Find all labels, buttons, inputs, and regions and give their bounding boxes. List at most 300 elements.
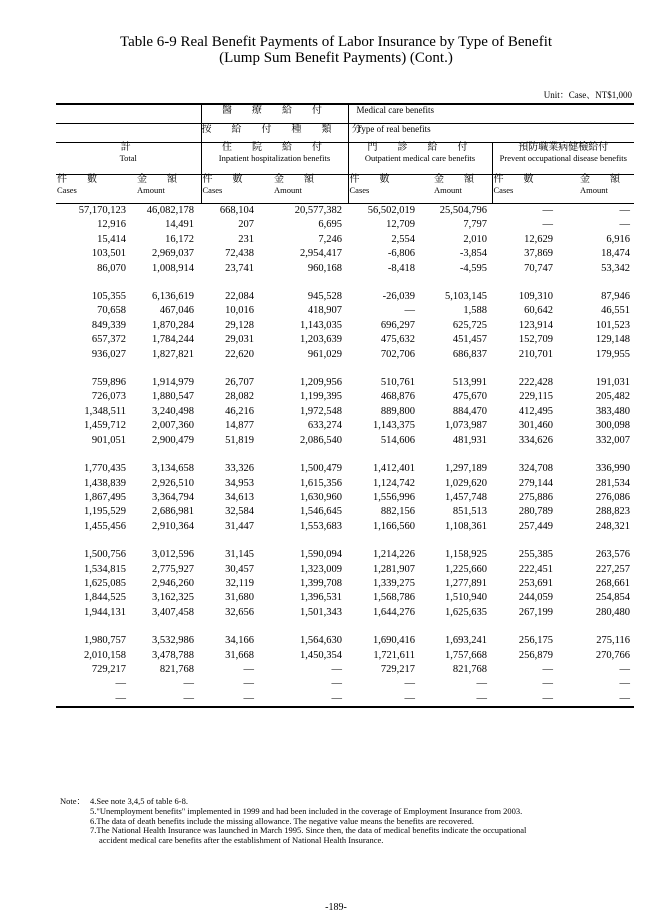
table-cell: 1,564,630: [300, 635, 342, 647]
table-cell: 1,630,960: [300, 491, 342, 503]
table-row: [56, 548, 634, 562]
subhead-cases: 件 數 Cases: [201, 175, 260, 204]
table-cell: 2,010: [463, 233, 487, 245]
table-cell: —: [56, 692, 129, 707]
table-row: [56, 405, 634, 419]
spacer-cell: [260, 448, 348, 462]
table-row: [56, 262, 634, 276]
table-row: [56, 692, 634, 707]
table-cell: —: [201, 692, 260, 707]
table-cell: 3,478,788: [152, 649, 194, 661]
table-cell: 15,414: [97, 233, 126, 245]
table-cell: —: [619, 663, 631, 675]
table-row: [56, 677, 634, 691]
spacer-cell: [564, 620, 634, 634]
table-cell: 275,886: [518, 491, 553, 503]
table-cell: 1,568,786: [373, 592, 415, 604]
table-cell: 1,870,284: [152, 319, 194, 331]
table-cell: 1,500,756: [84, 549, 126, 561]
table-cell: —: [331, 663, 342, 675]
table-cell: 32,119: [225, 577, 254, 589]
row-spacer: [56, 620, 634, 634]
table-cell: 229,115: [519, 391, 553, 403]
table-cell: 1,980,757: [84, 635, 126, 647]
subhead-cases: 件 數 Cases: [348, 175, 420, 204]
group-header-outpatient: 門 診 給 付 Outpatient medical care benefits: [348, 143, 492, 175]
table-cell: 513,991: [452, 377, 487, 389]
table-cell: 31,668: [225, 649, 254, 661]
table-cell: 123,914: [518, 319, 553, 331]
table-cell: 34,613: [225, 491, 254, 503]
table-cell: 222,428: [518, 377, 553, 389]
spacer-cell: [420, 448, 492, 462]
table-cell: 37,869: [524, 248, 553, 260]
spacer-cell: [348, 276, 420, 290]
table-cell: 3,532,986: [152, 635, 194, 647]
table-cell: 3,407,458: [152, 606, 194, 618]
table-cell: 10,016: [225, 305, 254, 317]
spacer-cell: [129, 534, 201, 548]
table-row: [56, 333, 634, 347]
table-cell: 34,953: [225, 477, 254, 489]
table-cell: 20,577,382: [294, 205, 342, 216]
table-cell: 468,876: [380, 391, 415, 403]
table-cell: 3,012,596: [152, 549, 194, 561]
table-cell: 1,209,956: [300, 377, 342, 389]
table-cell: 2,007,360: [152, 420, 194, 432]
spacer-cell: [56, 620, 129, 634]
table-cell: 70,747: [524, 262, 553, 274]
table-cell: 1,757,668: [445, 649, 487, 661]
table-row: [56, 390, 634, 404]
table-cell: 334,626: [518, 434, 553, 446]
table-cell: 7,797: [463, 219, 487, 231]
table-cell: -8,418: [387, 262, 415, 274]
table-cell: —: [243, 678, 254, 690]
table-cell: 2,554: [391, 233, 415, 245]
table-cell: —: [476, 678, 487, 690]
table-cell: 514,606: [380, 434, 415, 446]
table-cell: 281,534: [595, 477, 631, 489]
table-cell: —: [542, 205, 553, 216]
table-cell: 702,706: [380, 348, 415, 360]
table-cell: 1,944,131: [84, 606, 126, 618]
unit-label: Unit：Case、NT$1,000: [543, 90, 632, 100]
note-line: 5."Unemployment benefits" implemented in 1999 and had been included in the coverage of Employment Insurance from 2003.: [90, 805, 523, 816]
table-row: [56, 290, 634, 304]
notes: [60, 797, 650, 846]
table-row: [56, 577, 634, 591]
row-spacer: [56, 362, 634, 376]
table-cell: -6,806: [387, 248, 415, 260]
table-row: [56, 591, 634, 605]
table-row: [56, 462, 634, 476]
table-row: [56, 247, 634, 261]
table-cell: 205,482: [595, 391, 631, 403]
table-cell: 25,504,796: [439, 205, 487, 216]
subhead-amount: 金 額 Amount: [260, 175, 348, 204]
table-cell: 2,910,364: [152, 520, 194, 532]
table-cell: 1,143,035: [300, 319, 342, 331]
table-cell: —: [542, 663, 553, 675]
table-cell: 1,277,891: [445, 577, 487, 589]
table-cell: 288,823: [595, 506, 631, 518]
table-cell: 851,513: [452, 506, 487, 518]
table-cell: 1,546,645: [300, 506, 342, 518]
table-cell: 475,632: [380, 334, 415, 346]
table-cell: 1,625,085: [84, 577, 126, 589]
table-cell: 2,946,260: [152, 577, 194, 589]
table-cell: —: [619, 678, 631, 690]
table-body: [56, 204, 634, 708]
table-cell: 657,372: [91, 334, 126, 346]
spacer-cell: [492, 362, 564, 376]
table-cell: 12,709: [386, 219, 415, 231]
table-cell: 729,217: [91, 663, 126, 675]
spacer-cell: [492, 276, 564, 290]
table-cell: 1,556,996: [373, 491, 415, 503]
page-number: -189-: [325, 902, 347, 913]
table-cell: 33,326: [225, 463, 254, 475]
spacer-cell: [260, 276, 348, 290]
table-cell: 1,880,547: [152, 391, 194, 403]
table-cell: 270,766: [595, 649, 631, 661]
type-header-zh: 按 給 付 種 類 分: [201, 124, 348, 143]
table-row: [56, 204, 634, 219]
table-cell: 1,199,395: [300, 391, 342, 403]
subhead-amount: 金 額 Amount: [129, 175, 201, 204]
table-cell: 222,451: [518, 563, 553, 575]
table-cell: 46,551: [601, 305, 631, 317]
table-row: [56, 304, 634, 318]
table-cell: 5,103,145: [445, 291, 487, 303]
table-cell: 31,447: [225, 520, 254, 532]
table-cell: 324,708: [518, 463, 553, 475]
table-cell: 1,124,742: [373, 477, 415, 489]
table-cell: -26,039: [382, 291, 415, 303]
table-cell: 26,707: [225, 377, 254, 389]
table-cell: 936,027: [91, 348, 126, 360]
spacer-cell: [564, 362, 634, 376]
type-header-en: Type of real benefits: [348, 124, 634, 143]
row-spacer: [56, 448, 634, 462]
spacer-cell: [420, 362, 492, 376]
table-cell: 300,098: [595, 420, 631, 432]
table-cell: 1,590,094: [300, 549, 342, 561]
table-row: [56, 376, 634, 390]
table-cell: 1,225,660: [445, 563, 487, 575]
spacer-cell: [420, 620, 492, 634]
table-cell: 945,528: [307, 291, 342, 303]
table-cell: 23,741: [225, 262, 254, 274]
table-cell: 207: [238, 219, 254, 231]
table-cell: 889,800: [380, 405, 415, 417]
table-cell: 1,214,226: [373, 549, 415, 561]
table-cell: 481,931: [452, 434, 487, 446]
table-cell: 1,455,456: [84, 520, 126, 532]
table-cell: 254,854: [595, 592, 631, 604]
spacer-cell: [492, 534, 564, 548]
spacer-cell: [201, 276, 260, 290]
table-cell: 1,073,987: [445, 420, 487, 432]
table-cell: 336,990: [595, 463, 631, 475]
table-cell: 152,709: [518, 334, 553, 346]
table-cell: 1,396,531: [300, 592, 342, 604]
table-cell: 633,274: [307, 420, 342, 432]
table-cell: 849,339: [91, 319, 126, 331]
spacer-cell: [201, 448, 260, 462]
table-cell: 32,656: [225, 606, 254, 618]
table-cell: —: [492, 692, 564, 707]
table-cell: 29,128: [225, 319, 254, 331]
table-row: [56, 649, 634, 663]
table-cell: 882,156: [380, 506, 415, 518]
table-cell: —: [129, 692, 201, 707]
spacer-cell: [348, 620, 420, 634]
table-cell: 668,104: [219, 205, 254, 216]
table-cell: 301,460: [518, 420, 553, 432]
table-cell: 103,501: [91, 248, 126, 260]
spacer-cell: [260, 620, 348, 634]
spacer-cell: [56, 362, 129, 376]
table-cell: 60,642: [524, 305, 553, 317]
table-cell: 2,010,158: [84, 649, 126, 661]
table-cell: 14,877: [225, 420, 254, 432]
spacer-cell: [492, 620, 564, 634]
group-header-prevent: 預防職業病健檢給付 Prevent occupational disease benefits: [492, 143, 634, 175]
table-cell: 31,145: [225, 549, 254, 561]
table-cell: 1,348,511: [84, 405, 126, 417]
table-cell: 1,029,620: [445, 477, 487, 489]
table-cell: —: [260, 692, 348, 707]
subhead-amount: 金 額 Amount: [420, 175, 492, 204]
table-cell: 279,144: [518, 477, 553, 489]
medical-header-zh: 醫 療 給 付: [201, 104, 348, 124]
spacer-cell: [260, 534, 348, 548]
table-cell: 2,686,981: [152, 506, 194, 518]
table-cell: 1,510,940: [445, 592, 487, 604]
table-cell: 2,926,510: [152, 477, 194, 489]
spacer-cell: [564, 448, 634, 462]
medical-header-en: Medical care benefits: [348, 104, 634, 124]
table-cell: 263,576: [595, 549, 631, 561]
table-cell: 28,082: [225, 391, 254, 403]
table-cell: 1,108,361: [445, 520, 487, 532]
table-cell: 1,588: [463, 305, 487, 317]
table-cell: 227,257: [595, 563, 631, 575]
table-cell: 2,775,927: [152, 563, 194, 575]
table-cell: 960,168: [307, 262, 342, 274]
spacer-cell: [420, 276, 492, 290]
table-cell: 72,438: [225, 248, 254, 260]
spacer-cell: [201, 534, 260, 548]
table-cell: 1,399,708: [300, 577, 342, 589]
table-cell: 179,955: [595, 348, 631, 360]
table-cell: 6,695: [318, 219, 342, 231]
table-cell: 231: [238, 233, 254, 245]
table-cell: 729,217: [380, 663, 415, 675]
table-cell: 2,900,479: [152, 434, 194, 446]
table-cell: 451,457: [452, 334, 487, 346]
table-row: [56, 319, 634, 333]
table-cell: —: [619, 219, 631, 231]
table-cell: 253,691: [518, 577, 553, 589]
table-cell: —: [542, 678, 553, 690]
table-cell: 57,170,123: [78, 205, 126, 216]
group-header-total: 計 Total: [56, 143, 201, 175]
table-cell: —: [420, 692, 492, 707]
table-cell: -3,854: [459, 248, 487, 260]
table-cell: 696,297: [380, 319, 415, 331]
table-cell: —: [348, 692, 420, 707]
spacer-cell: [348, 448, 420, 462]
table-cell: —: [331, 678, 342, 690]
table-cell: 1,450,354: [300, 649, 342, 661]
table-cell: 467,046: [159, 305, 194, 317]
table-cell: 961,029: [307, 348, 342, 360]
table-cell: 1,339,275: [373, 577, 415, 589]
table-cell: 129,148: [595, 334, 631, 346]
table-title-line1: Table 6-9 Real Benefit Payments of Labor Insurance by Type of Benefit: [119, 34, 553, 50]
table-row: [56, 663, 634, 677]
table-cell: 1,143,375: [373, 420, 415, 432]
table-cell: 412,495: [518, 405, 553, 417]
spacer-cell: [129, 276, 201, 290]
table-cell: 1,457,748: [445, 491, 487, 503]
table-cell: 275,116: [596, 635, 631, 647]
table-cell: 383,480: [595, 405, 631, 417]
table-cell: 1,770,435: [84, 463, 126, 475]
table-cell: 1,412,401: [373, 463, 415, 475]
row-spacer: [56, 534, 634, 548]
table-row: [56, 477, 634, 491]
spacer-cell: [348, 534, 420, 548]
spacer-cell: [129, 448, 201, 462]
table-cell: —: [243, 663, 254, 675]
spacer-cell: [56, 534, 129, 548]
note-line: 6.The data of death benefits include the missing allowance. The negative value means the benefits are recovered.: [90, 815, 474, 826]
table-row: [56, 563, 634, 577]
notes-label: Note：: [60, 796, 86, 806]
table-cell: 1,438,839: [84, 477, 126, 489]
table-row: [56, 520, 634, 534]
table-cell: 901,051: [91, 434, 126, 446]
table-cell: 268,661: [595, 577, 631, 589]
note-line: 4.See note 3,4,5 of table 6-8.: [90, 796, 188, 806]
table-cell: 2,954,417: [300, 248, 342, 260]
table-row: [56, 606, 634, 620]
table-cell: 1,158,925: [445, 549, 487, 561]
table-cell: 418,907: [307, 305, 342, 317]
table-cell: 1,827,821: [152, 348, 194, 360]
table-cell: —: [183, 678, 194, 690]
spacer-cell: [56, 448, 129, 462]
spacer-cell: [129, 620, 201, 634]
table-cell: 2,086,540: [300, 434, 342, 446]
table-cell: 51,819: [225, 434, 254, 446]
table-cell: 1,534,815: [84, 563, 126, 575]
table-cell: 256,175: [518, 635, 553, 647]
table-cell: 1,914,979: [152, 377, 194, 389]
table-cell: 267,199: [518, 606, 553, 618]
table-cell: 56,502,019: [367, 205, 415, 216]
spacer-cell: [201, 620, 260, 634]
table-cell: —: [404, 305, 415, 317]
spacer-cell: [56, 276, 129, 290]
table-cell: —: [564, 692, 634, 707]
table-row: [56, 434, 634, 448]
table-cell: 332,007: [595, 434, 631, 446]
table-cell: 1,323,009: [300, 563, 342, 575]
table-cell: 29,031: [225, 334, 254, 346]
table-cell: 70,658: [97, 305, 126, 317]
table-cell: 3,134,658: [152, 463, 194, 475]
table-cell: 1,297,189: [445, 463, 487, 475]
subhead-amount: 金 額 Amount: [564, 175, 634, 204]
table-cell: 1,195,529: [84, 506, 126, 518]
spacer-cell: [492, 448, 564, 462]
table-cell: 248,321: [595, 520, 631, 532]
spacer-cell: [564, 534, 634, 548]
table-cell: 686,837: [452, 348, 487, 360]
table-cell: 46,082,178: [146, 205, 194, 216]
table-cell: 256,879: [518, 649, 553, 661]
table-cell: 1,844,525: [84, 592, 126, 604]
subhead-cases: 件 數 Cases: [492, 175, 564, 204]
table-cell: 34,166: [225, 635, 254, 647]
table-cell: -4,595: [459, 262, 487, 274]
table-cell: 101,523: [595, 319, 631, 331]
table-cell: 191,031: [595, 377, 631, 389]
table-cell: 244,059: [518, 592, 553, 604]
table-cell: 12,629: [524, 233, 553, 245]
table-cell: 280,789: [518, 506, 553, 518]
group-header-inpatient: 住 院 給 付 Inpatient hospitalization benefits: [201, 143, 348, 175]
table-cell: —: [542, 219, 553, 231]
table-cell: 821,768: [159, 663, 194, 675]
table-cell: 1,690,416: [373, 635, 415, 647]
table-cell: 1,008,914: [152, 262, 194, 274]
table-cell: 3,240,498: [152, 405, 194, 417]
spacer-cell: [420, 534, 492, 548]
table-cell: 475,670: [452, 391, 487, 403]
row-spacer: [56, 276, 634, 290]
table-cell: 46,216: [225, 405, 254, 417]
table-cell: —: [404, 678, 415, 690]
table-cell: 1,553,683: [300, 520, 342, 532]
table-cell: 1,644,276: [373, 606, 415, 618]
spacer-cell: [129, 362, 201, 376]
table-cell: 6,916: [606, 233, 631, 245]
table-cell: 1,693,241: [445, 635, 487, 647]
table-cell: 276,086: [595, 491, 631, 503]
table-cell: 255,385: [518, 549, 553, 561]
table-cell: 1,203,639: [300, 334, 342, 346]
table-row: [56, 505, 634, 519]
table-title-line2: (Lump Sum Benefit Payments) (Cont.): [219, 50, 453, 66]
table-cell: 1,615,356: [300, 477, 342, 489]
table-cell: 3,162,325: [152, 592, 194, 604]
table-cell: 1,625,635: [445, 606, 487, 618]
table-cell: —: [619, 205, 631, 216]
table-cell: 6,136,619: [152, 291, 194, 303]
table-cell: 18,474: [601, 248, 631, 260]
table-cell: 1,784,244: [152, 334, 194, 346]
table-cell: 3,364,794: [152, 491, 194, 503]
table-cell: 31,680: [225, 592, 254, 604]
benefit-table: [56, 103, 634, 708]
table-cell: 821,768: [452, 663, 487, 675]
